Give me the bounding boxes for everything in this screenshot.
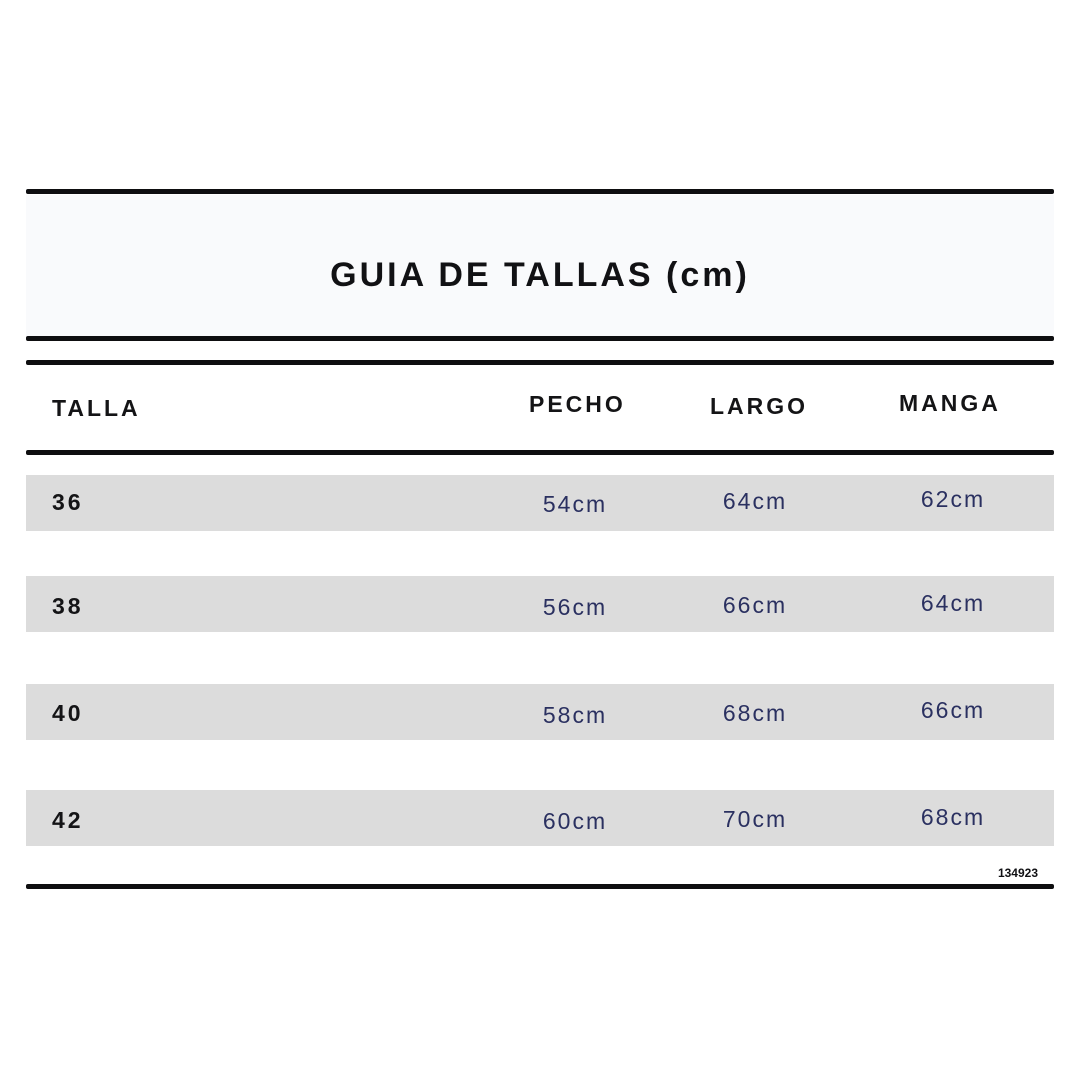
pecho-cell: 58cm bbox=[542, 702, 608, 728]
top-rule bbox=[26, 189, 1054, 194]
title-bottom-rule bbox=[26, 336, 1054, 341]
header-talla: TALLA bbox=[52, 395, 141, 421]
header-top-rule bbox=[26, 360, 1054, 365]
header-manga: MANGA bbox=[899, 390, 1001, 416]
pecho-cell: 54cm bbox=[542, 491, 608, 517]
manga-cell: 68cm bbox=[920, 804, 986, 830]
size-cell: 38 bbox=[52, 593, 84, 619]
size-cell: 40 bbox=[52, 700, 84, 726]
page-title: GUIA DE TALLAS (cm) bbox=[330, 256, 750, 294]
largo-cell: 68cm bbox=[722, 700, 788, 726]
manga-cell: 62cm bbox=[920, 486, 986, 512]
size-cell: 36 bbox=[52, 489, 84, 515]
header-pecho: PECHO bbox=[529, 391, 626, 417]
bottom-rule bbox=[26, 884, 1054, 889]
header-bottom-rule bbox=[26, 450, 1054, 455]
largo-cell: 66cm bbox=[722, 592, 788, 618]
manga-cell: 64cm bbox=[920, 590, 986, 616]
reference-code: 134923 bbox=[997, 866, 1038, 880]
pecho-cell: 60cm bbox=[542, 808, 608, 834]
pecho-cell: 56cm bbox=[542, 594, 608, 620]
size-cell: 42 bbox=[52, 807, 84, 833]
largo-cell: 70cm bbox=[722, 806, 788, 832]
largo-cell: 64cm bbox=[722, 488, 788, 514]
manga-cell: 66cm bbox=[920, 697, 986, 723]
header-largo: LARGO bbox=[710, 393, 809, 419]
